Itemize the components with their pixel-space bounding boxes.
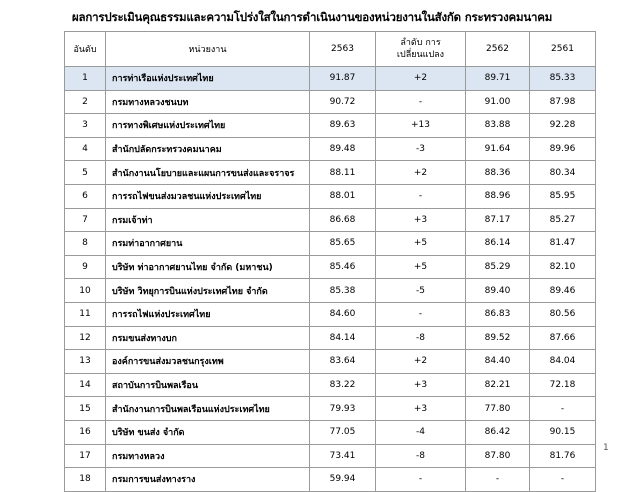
table-body [65, 67, 596, 492]
cell-score-2563: 79.93 [310, 397, 376, 421]
cell-rank: 2 [65, 90, 106, 114]
cell-score-2563: 89.48 [310, 137, 376, 161]
cell-score-2562: 86.14 [466, 232, 530, 256]
table-row [65, 114, 596, 138]
header-change: ลำดับ การเปลี่ยนแปลง [376, 32, 466, 67]
cell-score-2561: - [530, 468, 596, 492]
cell-rank-change: - [376, 90, 466, 114]
table-row [65, 184, 596, 208]
cell-score-2562: 89.71 [466, 67, 530, 91]
cell-rank: 9 [65, 255, 106, 279]
cell-rank: 7 [65, 208, 106, 232]
table-row [65, 302, 596, 326]
cell-rank-change: +2 [376, 161, 466, 185]
cell-score-2563: 73.41 [310, 444, 376, 468]
cell-score-2561: 84.04 [530, 350, 596, 374]
cell-rank: 16 [65, 420, 106, 444]
cell-score-2561: 80.56 [530, 302, 596, 326]
table-row [65, 373, 596, 397]
table-row [65, 350, 596, 374]
cell-rank-change: +5 [376, 232, 466, 256]
cell-agency: องค์การขนส่งมวลชนกรุงเทพ [106, 350, 310, 374]
cell-score-2562: 77.80 [466, 397, 530, 421]
cell-rank-change: +5 [376, 255, 466, 279]
cell-score-2563: 84.14 [310, 326, 376, 350]
cell-rank: 12 [65, 326, 106, 350]
cell-rank-change: -3 [376, 137, 466, 161]
cell-rank: 4 [65, 137, 106, 161]
cell-score-2561: 89.46 [530, 279, 596, 303]
cell-rank-change: -4 [376, 420, 466, 444]
cell-score-2563: 84.60 [310, 302, 376, 326]
cell-rank-change: +13 [376, 114, 466, 138]
table-row [65, 161, 596, 185]
cell-rank-change: - [376, 468, 466, 492]
header-2562: 2562 [466, 32, 530, 67]
cell-rank-change: -8 [376, 444, 466, 468]
cell-agency: สำนักงานการบินพลเรือนแห่งประเทศไทย [106, 397, 310, 421]
cell-score-2561: 72.18 [530, 373, 596, 397]
cell-score-2562: 85.29 [466, 255, 530, 279]
cell-agency: บริษัท ท่าอากาศยานไทย จำกัด (มหาชน) [106, 255, 310, 279]
cell-score-2563: 91.87 [310, 67, 376, 91]
cell-score-2562: 86.42 [466, 420, 530, 444]
cell-agency: การท่าเรือแห่งประเทศไทย [106, 67, 310, 91]
cell-agency: บริษัท ขนส่ง จำกัด [106, 420, 310, 444]
cell-score-2562: 89.52 [466, 326, 530, 350]
header-2563: 2563 [310, 32, 376, 67]
table-row [65, 255, 596, 279]
cell-rank: 5 [65, 161, 106, 185]
table-row [65, 326, 596, 350]
cell-rank: 17 [65, 444, 106, 468]
cell-score-2563: 89.63 [310, 114, 376, 138]
cell-score-2563: 77.05 [310, 420, 376, 444]
cell-rank-change: -5 [376, 279, 466, 303]
table-row [65, 232, 596, 256]
cell-score-2562: 88.36 [466, 161, 530, 185]
cell-score-2563: 88.11 [310, 161, 376, 185]
cell-rank-change: +3 [376, 397, 466, 421]
cell-agency: กรมขนส่งทางบก [106, 326, 310, 350]
cell-score-2563: 85.38 [310, 279, 376, 303]
cell-score-2561: 81.76 [530, 444, 596, 468]
cell-agency: กรมท่าอากาศยาน [106, 232, 310, 256]
cell-agency: กรมเจ้าท่า [106, 208, 310, 232]
cell-agency: บริษัท วิทยุการบินแห่งประเทศไทย จำกัด [106, 279, 310, 303]
cell-agency: สถาบันการบินพลเรือน [106, 373, 310, 397]
header-rank: อันดับ [65, 32, 106, 67]
cell-score-2563: 85.65 [310, 232, 376, 256]
cell-rank: 3 [65, 114, 106, 138]
table-row [65, 90, 596, 114]
table-row [65, 208, 596, 232]
cell-score-2561: 80.34 [530, 161, 596, 185]
cell-rank-change: +2 [376, 67, 466, 91]
cell-score-2561: 81.47 [530, 232, 596, 256]
cell-rank: 6 [65, 184, 106, 208]
cell-agency: การทางพิเศษแห่งประเทศไทย [106, 114, 310, 138]
table-row [65, 137, 596, 161]
table-header-row [65, 32, 596, 67]
page-number: 1 [603, 443, 609, 453]
table-row [65, 420, 596, 444]
cell-rank: 10 [65, 279, 106, 303]
cell-rank-change: - [376, 302, 466, 326]
cell-score-2561: 85.27 [530, 208, 596, 232]
table-row [65, 444, 596, 468]
cell-score-2561: 85.95 [530, 184, 596, 208]
cell-score-2562: 86.83 [466, 302, 530, 326]
cell-score-2562: 87.17 [466, 208, 530, 232]
cell-agency: สำนักปลัดกระทรวงคมนาคม [106, 137, 310, 161]
cell-score-2561: 92.28 [530, 114, 596, 138]
header-agency: หน่วยงาน [106, 32, 310, 67]
table-row [65, 67, 596, 91]
cell-rank-change: +3 [376, 373, 466, 397]
cell-score-2563: 83.64 [310, 350, 376, 374]
cell-score-2562: - [466, 468, 530, 492]
cell-rank: 8 [65, 232, 106, 256]
cell-score-2562: 83.88 [466, 114, 530, 138]
page-title: ผลการประเมินคุณธรรมและความโปร่งใสในการดำเนินงานของหน่วยงานในสังกัด กระทรวงคมนาคม [72, 10, 553, 24]
cell-score-2563: 85.46 [310, 255, 376, 279]
cell-rank: 15 [65, 397, 106, 421]
cell-score-2562: 84.40 [466, 350, 530, 374]
ranking-table [64, 31, 596, 492]
cell-rank-change: -8 [376, 326, 466, 350]
cell-rank: 11 [65, 302, 106, 326]
cell-score-2561: 90.15 [530, 420, 596, 444]
table-row [65, 468, 596, 492]
cell-agency: กรมการขนส่งทางราง [106, 468, 310, 492]
cell-rank-change: - [376, 184, 466, 208]
cell-agency: กรมทางหลวง [106, 444, 310, 468]
cell-rank-change: +2 [376, 350, 466, 374]
cell-agency: สำนักงานนโยบายและแผนการขนส่งและจราจร [106, 161, 310, 185]
cell-rank-change: +3 [376, 208, 466, 232]
header-2561: 2561 [530, 32, 596, 67]
cell-score-2562: 91.00 [466, 90, 530, 114]
cell-score-2562: 88.96 [466, 184, 530, 208]
cell-score-2561: 85.33 [530, 67, 596, 91]
cell-rank: 18 [65, 468, 106, 492]
table-row [65, 397, 596, 421]
cell-score-2561: 89.96 [530, 137, 596, 161]
cell-rank: 13 [65, 350, 106, 374]
cell-score-2562: 87.80 [466, 444, 530, 468]
cell-rank: 1 [65, 67, 106, 91]
cell-rank: 14 [65, 373, 106, 397]
table-row [65, 279, 596, 303]
cell-score-2561: 87.98 [530, 90, 596, 114]
cell-score-2562: 82.21 [466, 373, 530, 397]
cell-score-2561: 82.10 [530, 255, 596, 279]
cell-score-2562: 89.40 [466, 279, 530, 303]
cell-agency: การรถไฟแห่งประเทศไทย [106, 302, 310, 326]
cell-score-2563: 83.22 [310, 373, 376, 397]
cell-agency: การรถไฟขนส่งมวลชนแห่งประเทศไทย [106, 184, 310, 208]
cell-score-2561: - [530, 397, 596, 421]
cell-score-2563: 59.94 [310, 468, 376, 492]
cell-score-2563: 88.01 [310, 184, 376, 208]
cell-score-2562: 91.64 [466, 137, 530, 161]
cell-agency: กรมทางหลวงชนบท [106, 90, 310, 114]
cell-score-2563: 90.72 [310, 90, 376, 114]
cell-score-2561: 87.66 [530, 326, 596, 350]
cell-score-2563: 86.68 [310, 208, 376, 232]
